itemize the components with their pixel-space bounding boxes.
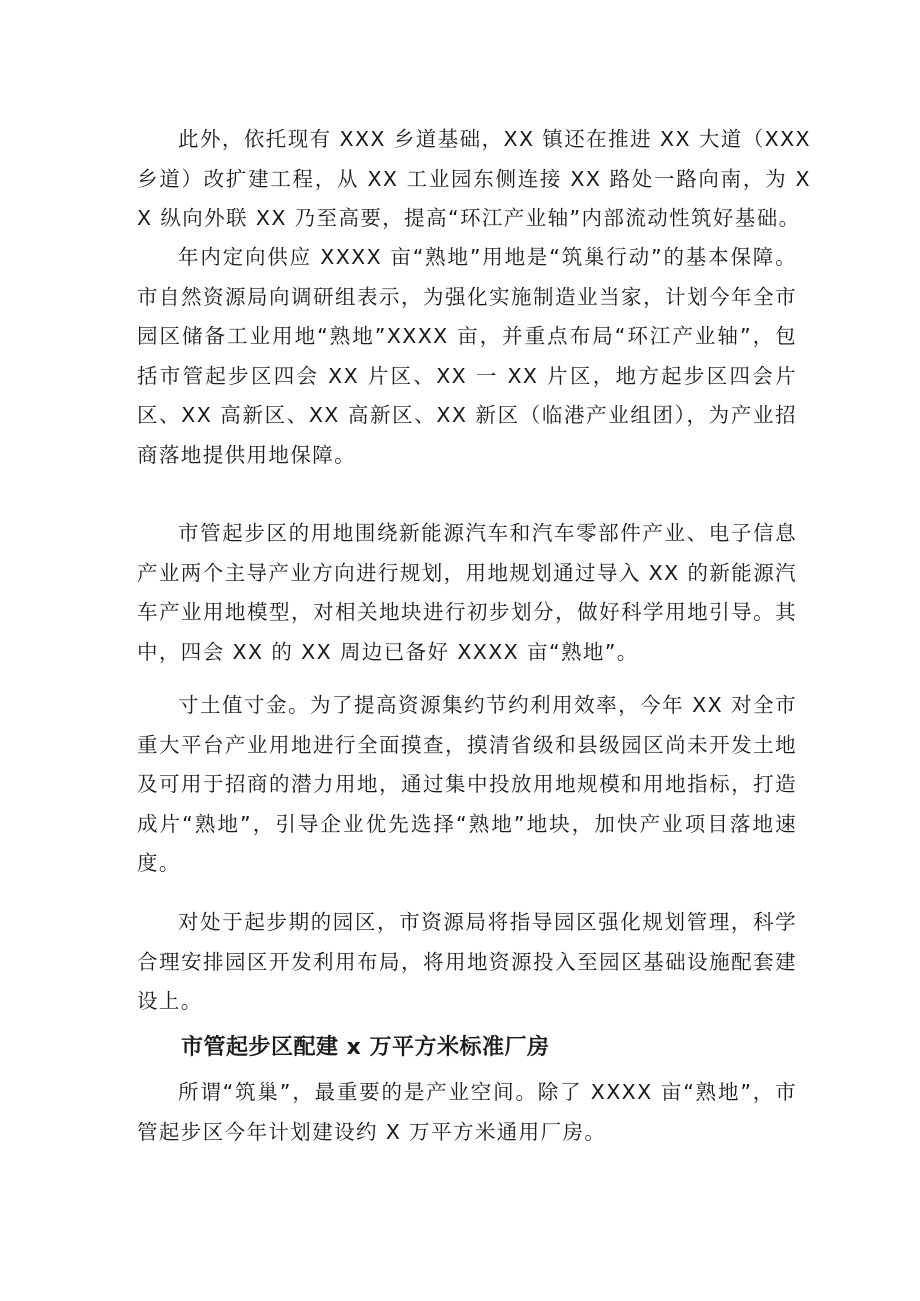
paragraph-township-road: 此外，依托现有 XXX 乡道基础，XX 镇还在推进 XX 大道（XXX 乡道）改扩建工程，从 XX 工业园东侧连接 XX 路处一路向南，为 XX 纵向外联 XX 乃至高要，提高“环江产业轴”内部流动性筑好基础。 [137,127,811,230]
paragraph-land-efficiency: 寸土值寸金。为了提高资源集约节约利用效率，今年 XX 对全市重大平台产业用地进行全面摸查，摸清省级和县级园区尚未开发土地及可用于招商的潜力用地，通过集中投放用地规模和用地指标，打造成片“熟地”，引导企业优先选择“熟地”地块，加快产业项目落地速度。 [137,693,797,875]
paragraph-factory-space: 所谓“筑巢”，最重要的是产业空间。除了 XXXX 亩“熟地”，市管起步区今年计划建设约 X 万平方米通用厂房。 [137,1080,797,1144]
paragraph-park-guidance: 对处于起步期的园区，市资源局将指导园区强化规划管理，科学合理安排园区开发利用布局，将用地资源投入至园区基础设施配套建设上。 [137,910,797,1013]
paragraph-land-supply: 年内定向供应 XXXX 亩“熟地”用地是“筑巢行动”的基本保障。市自然资源局向调研组表示，为强化实施制造业当家，计划今年全市园区储备工业用地“熟地”XXXX 亩，并重点布局“环江产业轴”，包括市管起步区四会 XX 片区、XX 一 XX 片区，地方起步区四会片区、XX 高新区、XX 高新区、XX 新区（临港产业组团），为产业招商落地提供用地保障。 [137,245,797,467]
section-heading: 市管起步区配建 x 万平方米标准厂房 [181,1035,550,1060]
paragraph-land-planning: 市管起步区的用地围绕新能源汽车和汽车零部件产业、电子信息产业两个主导产业方向进行规划，用地规划通过导入 XX 的新能源汽车产业用地模型，对相关地块进行初步划分，做好科学用地引导。其中，四会 XX 的 XX 周边已备好 XXXX 亩“熟地”。 [137,521,797,664]
